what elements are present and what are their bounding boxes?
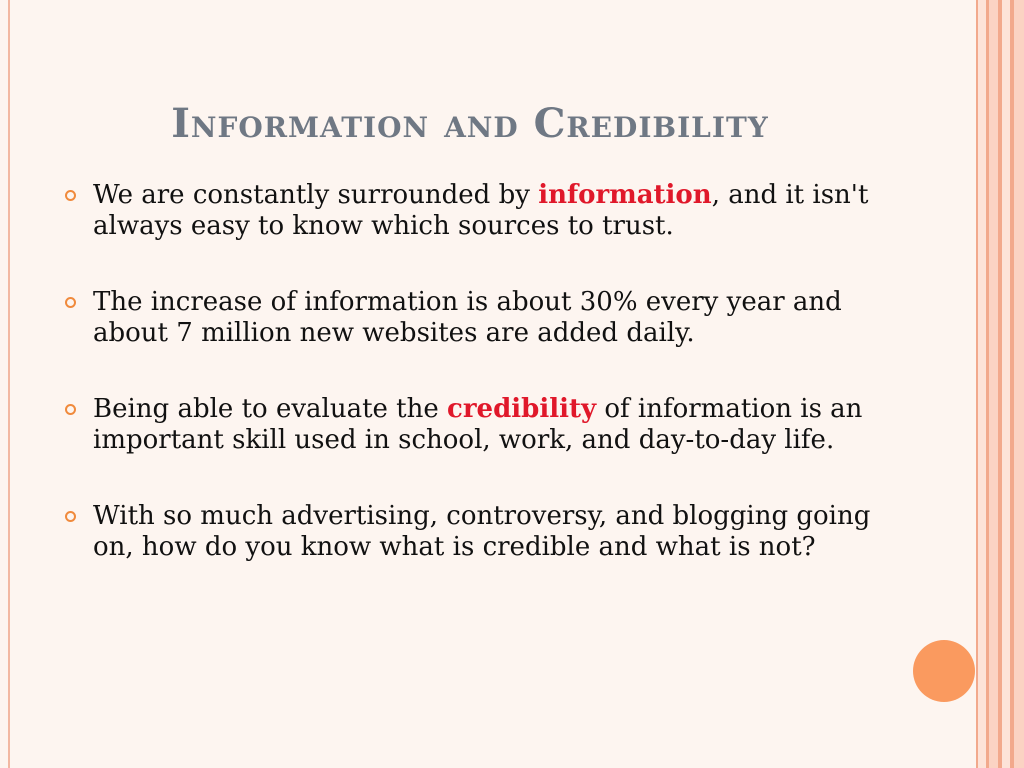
right-decor-stripe bbox=[989, 0, 998, 768]
bullet-item-increase bbox=[63, 287, 883, 349]
bullet-item-question bbox=[63, 501, 883, 563]
right-decor-stripe bbox=[978, 0, 986, 768]
bullet-text: The increase of information is about 30% every year and about 7 million new websites are added daily. bbox=[93, 287, 842, 348]
right-decor-stripe bbox=[1014, 0, 1024, 768]
bullet-text-before: Being able to evaluate the bbox=[93, 394, 448, 424]
bullet-item-information bbox=[63, 180, 883, 242]
bullet-list bbox=[63, 180, 883, 608]
bullet-item-credibility bbox=[63, 394, 883, 456]
bullet-text-before: We are constantly surrounded by bbox=[93, 180, 539, 210]
bullet-text-after: of information is an important skill used in school, work, and day-to-day life. bbox=[93, 394, 863, 455]
bullet-ring-icon bbox=[65, 511, 76, 522]
bullet-text: With so much advertising, controversy, and blogging going on, how do you know what is credible and what is not? bbox=[93, 501, 871, 562]
bullet-ring-icon bbox=[65, 190, 76, 201]
slide-title: Information and Credibility bbox=[171, 100, 769, 147]
highlight-information: information bbox=[538, 180, 712, 210]
bullet-ring-icon bbox=[65, 404, 76, 415]
highlight-credibility: credibility bbox=[447, 394, 597, 424]
accent-circle bbox=[913, 640, 975, 702]
right-decor-stripe bbox=[1002, 0, 1010, 768]
bullet-text-after: , and it isn't always easy to know which sources to trust. bbox=[93, 180, 869, 241]
bullet-ring-icon bbox=[65, 297, 76, 308]
